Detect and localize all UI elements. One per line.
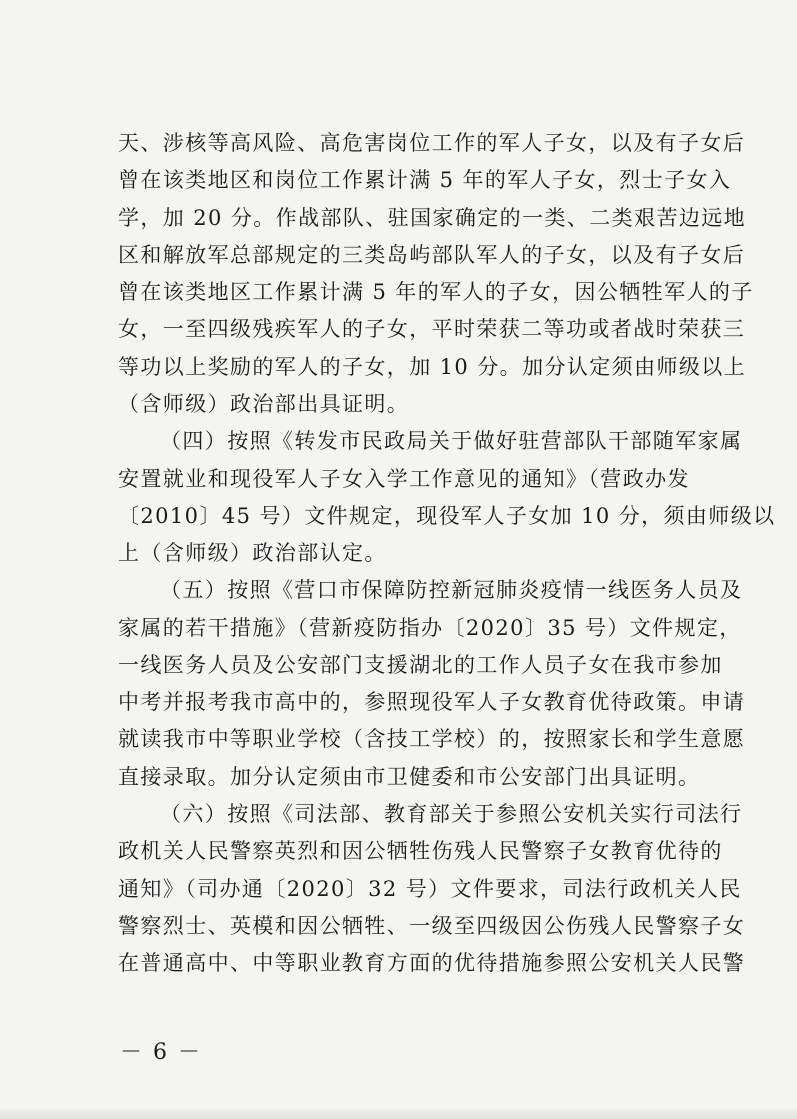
paragraph-6-line-1: （六）按照《司法部、教育部关于参照公安机关实行司法行 xyxy=(160,801,743,826)
text-line-3: 学，加 20 分。作战部队、驻国家确定的一类、二类艰苦边远地 xyxy=(118,205,747,230)
text-line-5: 曾在该类地区工作累计满 5 年的军人的子女，因公牺牲军人的子 xyxy=(118,280,754,305)
text-line-4: 区和解放军总部规定的三类岛屿部队军人的子女，以及有子女后 xyxy=(118,242,746,267)
paragraph-6-line-3: 通知》（司办通〔2020〕32 号）文件要求，司法行政机关人民 xyxy=(118,876,742,901)
paragraph-5-line-2: 家属的若干措施》（营新疫防指办〔2020〕35 号）文件规定， xyxy=(118,615,742,640)
paragraph-6-line-2: 政机关人民警察英烈和因公牺牲伤残人民警察子女教育优待的 xyxy=(118,839,723,864)
paragraph-6-line-5: 在普通高中、中等职业教育方面的优待措施参照公安机关人民警 xyxy=(118,951,746,975)
text-line-2: 曾在该类地区和岗位工作累计满 5 年的军人子女，烈士子女入 xyxy=(118,168,732,193)
paragraph-4-line-3: 〔2010〕45 号）文件规定，现役军人子女加 10 分，须由师级以 xyxy=(118,503,776,528)
paragraph-4-line-2: 安置就业和现役军人子女入学工作意见的通知》（营政办发 xyxy=(118,466,690,491)
paragraph-5-line-1: （五）按照《营口市保障防控新冠肺炎疫情一线医务人员及 xyxy=(160,578,743,603)
page-edge-shadow xyxy=(0,1107,797,1119)
paragraph-5-line-5: 就读我市中等职业学校（含技工学校）的，按照家长和学生意愿 xyxy=(118,727,746,752)
paragraph-4-line-1: （四）按照《转发市民政局关于做好驻营部队干部随军家属 xyxy=(160,429,743,454)
paragraph-6-line-4: 警察烈士、英模和因公牺牲、一级至四级因公伤残人民警察子女 xyxy=(118,913,746,938)
page-number: － 6 － xyxy=(120,1040,202,1065)
text-line-1: 天、涉核等高风险、高危害岗位工作的军人子女，以及有子女后 xyxy=(118,131,746,155)
text-line-6: 女，一至四级残疾军人的子女，平时荣获二等功或者战时荣获三 xyxy=(118,317,746,342)
paragraph-4-line-4: 上（含师级）政治部认定。 xyxy=(118,541,387,565)
text-line-8: （含师级）政治部出具证明。 xyxy=(118,391,410,416)
paragraph-5-line-4: 中考并报考我市高中的，参照现役军人子女教育优待政策。申请 xyxy=(118,690,746,715)
paragraph-5-line-3: 一线医务人员及公安部门支援湖北的工作人员子女在我市参加 xyxy=(118,652,723,677)
paragraph-5-line-6: 直接录取。加分认定须由市卫健委和市公安部门出具证明。 xyxy=(118,764,701,789)
text-line-7: 等功以上奖励的军人的子女，加 10 分。加分认定须由师级以上 xyxy=(118,354,747,379)
